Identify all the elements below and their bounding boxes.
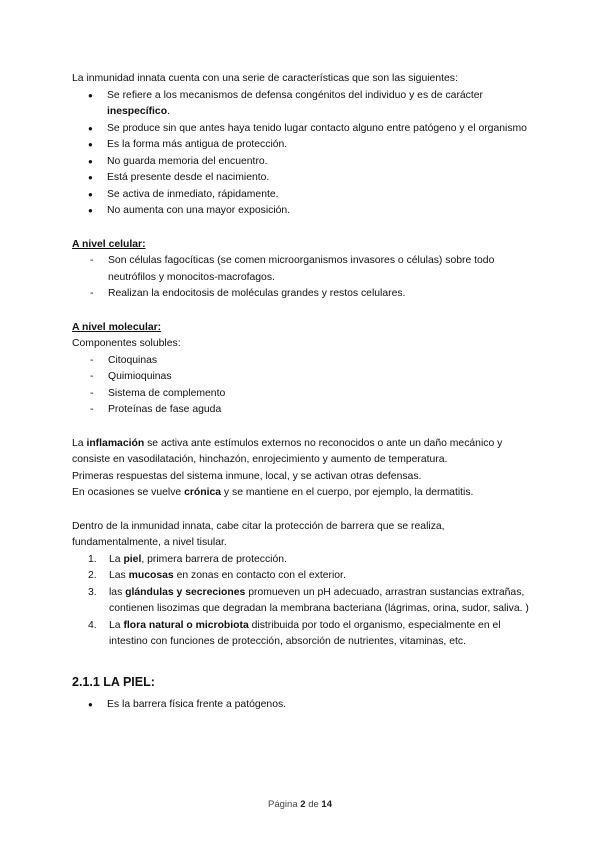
list-item: - Quimioquinas — [72, 369, 532, 386]
list-item: ● Se refiere a los mecanismos de defensa congénitos del individuo y es de carácter inespecífico. — [72, 88, 532, 121]
list-item: ● No guarda memoria del encuentro. — [72, 154, 532, 171]
document-page — [72, 71, 532, 713]
molecular-subheading: Componentes solubles: — [72, 338, 181, 349]
list-item: 2. Las mucosas en zonas en contacto con el exterior. — [88, 570, 346, 581]
barrier-intro: Dentro de la inmunidad innata, cabe citar la protección de barrera que se realiza, fundamentalmente, a nivel tisular. — [72, 520, 445, 548]
cellular-heading: A nivel celular: — [72, 238, 146, 250]
molecular-list — [72, 353, 532, 419]
footer-label: Página — [268, 799, 298, 810]
list-item: ● Se activa de inmediato, rápidamente. — [72, 187, 532, 204]
barrier-list — [72, 552, 532, 651]
footer-of: de — [308, 799, 319, 810]
list-item: - Son células fagocíticas (se comen microorganismos invasores o células) sobre todo neutrófilos y monocitos-macrofagos. — [72, 253, 532, 286]
skin-list — [72, 697, 532, 714]
section-title: 2.1.1 LA PIEL: — [72, 674, 155, 689]
list-item: - Sistema de complemento — [72, 386, 532, 403]
list-item: 1. La piel, primera barrera de protección. — [88, 553, 287, 565]
page-footer — [0, 797, 600, 814]
inflammation-paragraph: La inflamación se activa ante estímulos externos no reconocidos o ante un daño mecánico y consiste en vasodilatación, hinchazón, enrojecimiento y aumento de temperatura. — [72, 437, 503, 465]
list-item: 3. las glándulas y secreciones promueven un pH adecuado, arrastran sustancias extrañas, contienen lisozimas que degradan la membrana bacteriana (lágrimas, orina, sudor, saliva. ) — [88, 586, 529, 614]
list-item: ● Es la forma más antigua de protección. — [72, 137, 532, 154]
cellular-list — [72, 253, 532, 303]
list-item: - Citoquinas — [72, 353, 532, 370]
list-item: 4. La flora natural o microbiota distribuida por todo el organismo, especialmente en el intestino con funciones de protección, absorción de nutrientes, vitaminas, etc. — [88, 619, 501, 647]
molecular-heading: A nivel molecular: — [72, 321, 162, 333]
list-item: - Realizan la endocitosis de moléculas grandes y restos celulares. — [72, 286, 532, 303]
list-item: ● No aumenta con una mayor exposición. — [72, 203, 532, 220]
list-item: ● Se produce sin que antes haya tenido lugar contacto alguno entre patógeno y el organismo — [72, 121, 532, 138]
list-item: ● Es la barrera física frente a patógenos. — [72, 697, 532, 714]
footer-current-page: 2 — [300, 799, 306, 810]
list-item: ● Está presente desde el nacimiento. — [72, 170, 532, 187]
footer-total-pages: 14 — [321, 799, 332, 810]
inflammation-chronic: En ocasiones se vuelve crónica y se mantiene en el cuerpo, por ejemplo, la dermatitis. — [72, 487, 474, 498]
characteristics-list — [72, 88, 532, 220]
intro-text: La inmunidad innata cuenta con una serie de características que son las siguientes: — [72, 73, 458, 84]
list-item: - Proteínas de fase aguda — [72, 402, 532, 419]
inflammation-response: Primeras respuestas del sistema inmune, local, y se activan otras defensas. — [72, 470, 422, 482]
